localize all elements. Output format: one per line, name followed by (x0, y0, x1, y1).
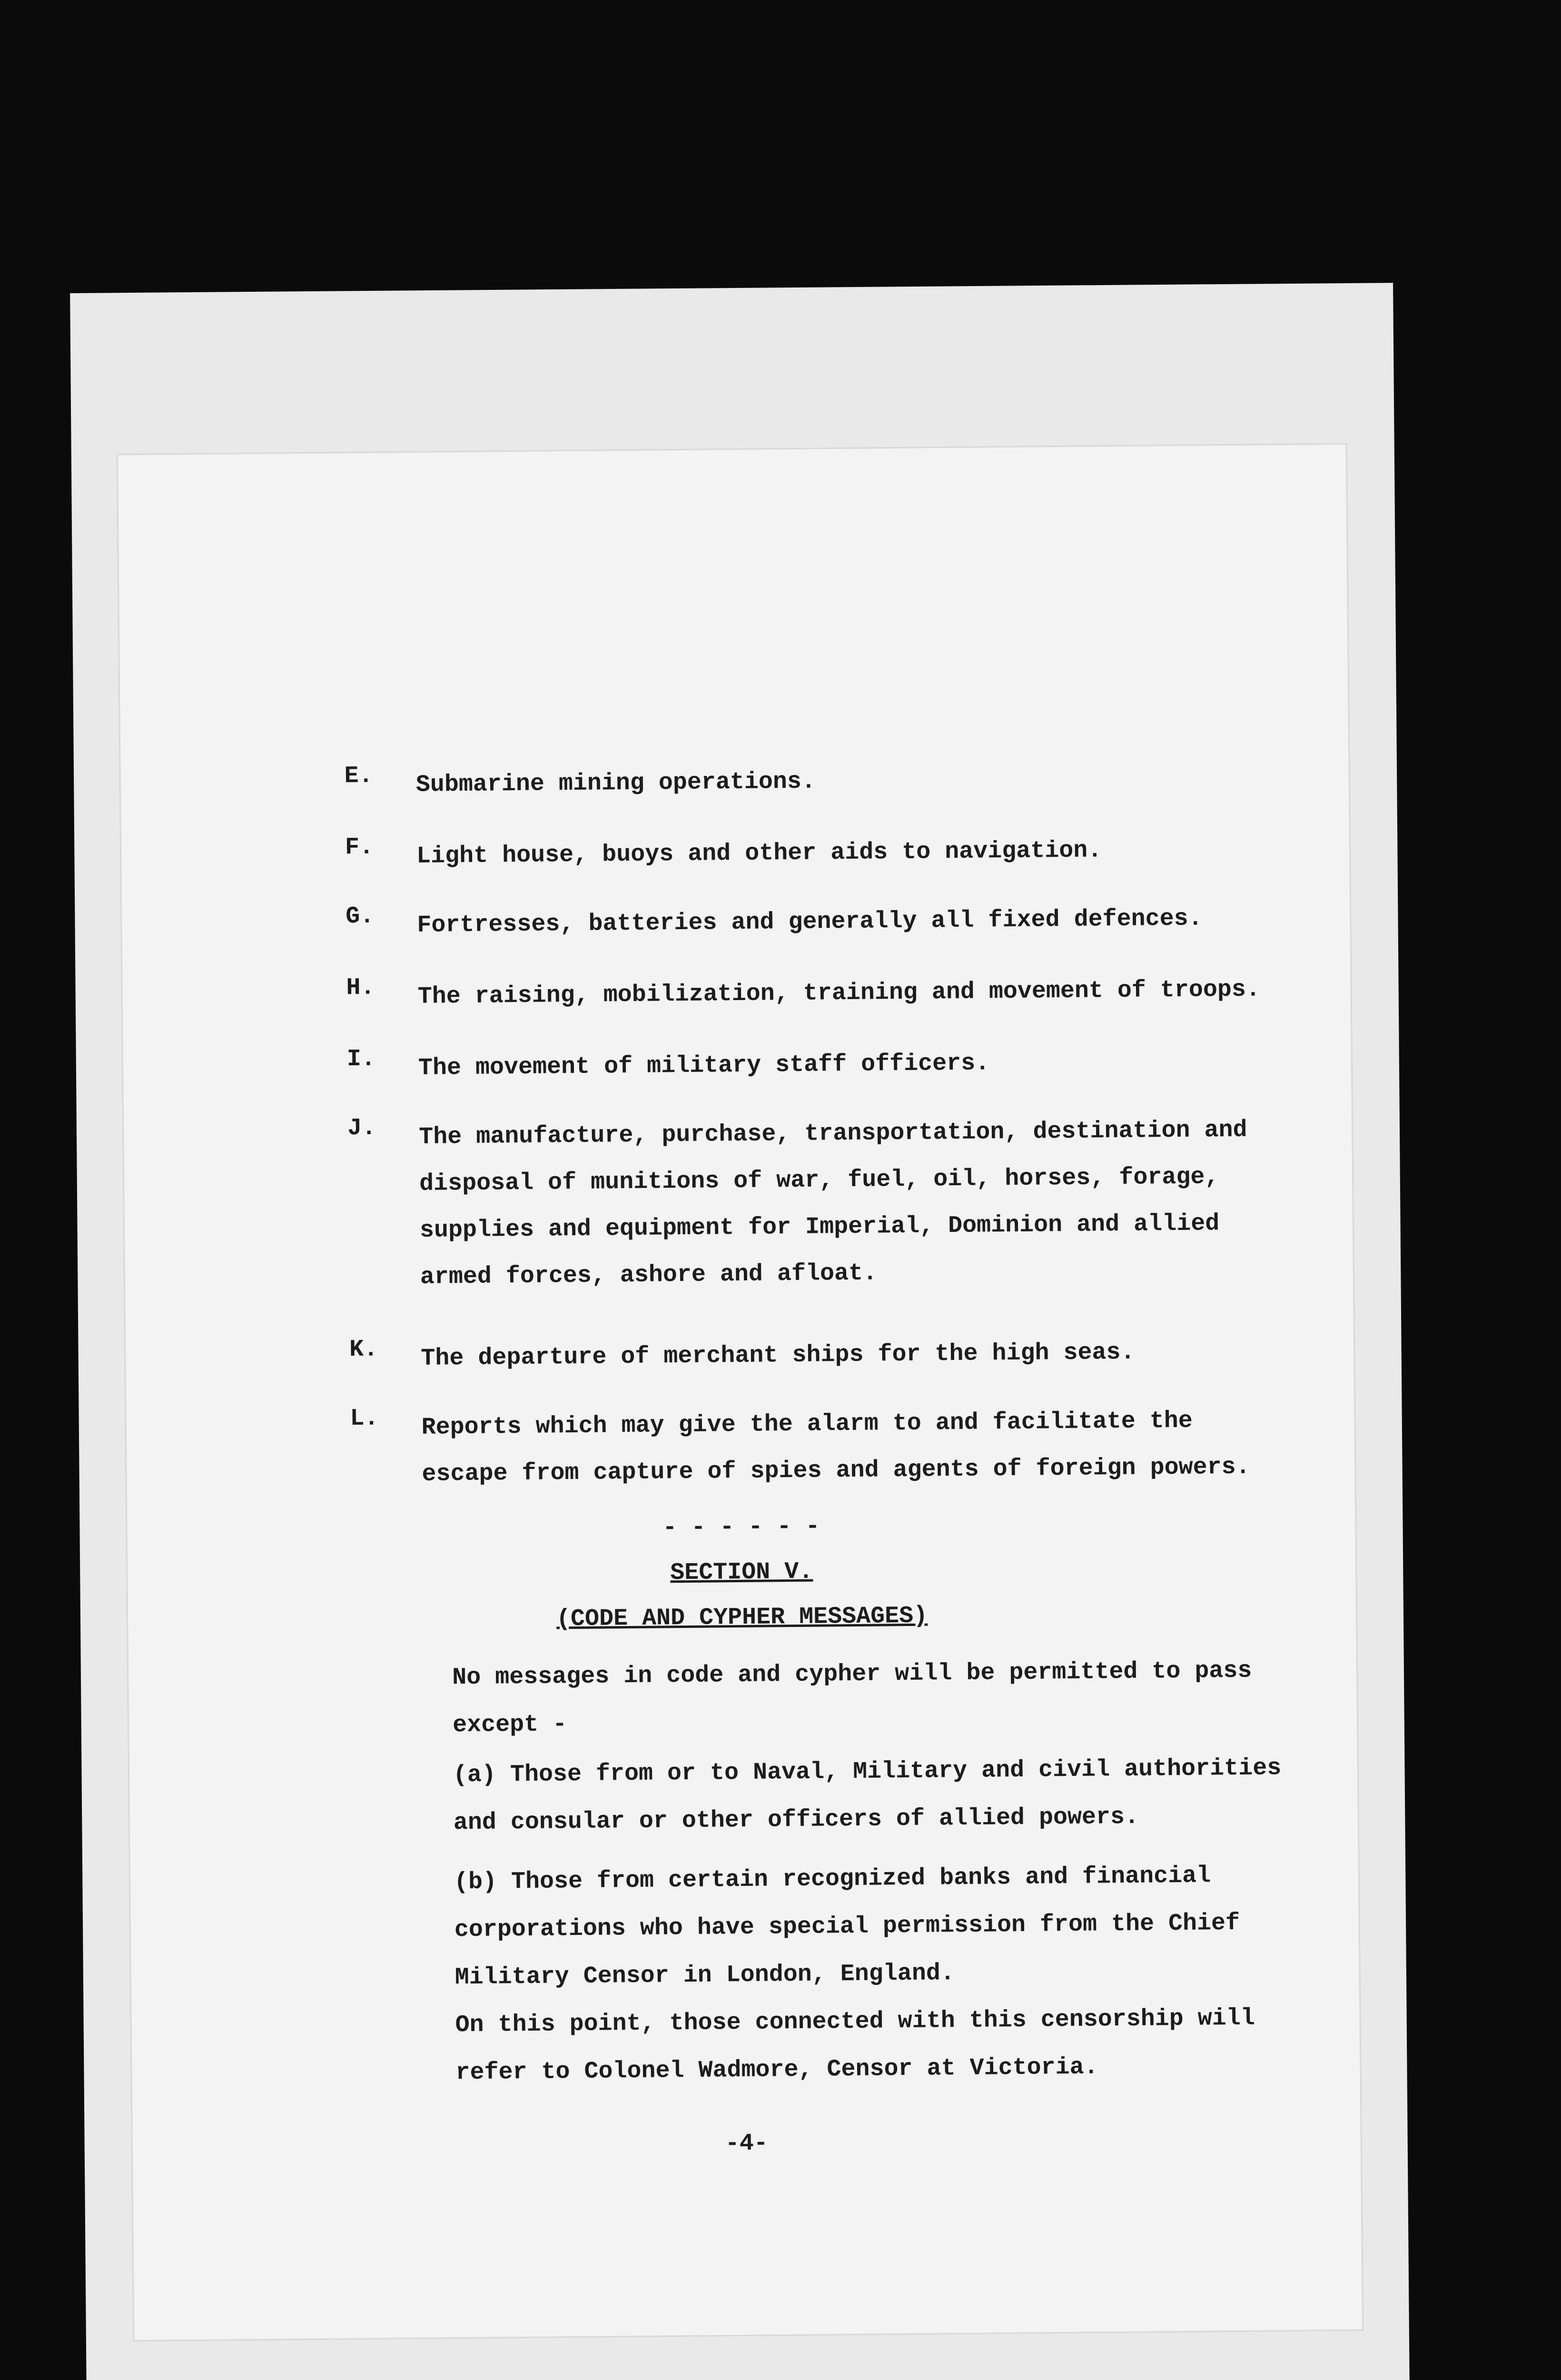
list-item-i (346, 1038, 1280, 1082)
clause-b: (b) Those from certain recognized banks and financial corporations who have special permission from the Chief Military Censor in London, England. (454, 1862, 1240, 1992)
list-item-f (345, 826, 1278, 870)
intro-paragraph: No messages in code and cypher will be permitted to pass except - (452, 1657, 1252, 1739)
item-letter: H. (346, 974, 375, 1002)
item-letter: E. (344, 762, 373, 790)
list-item-l (350, 1397, 1283, 1488)
item-letter: F. (345, 833, 374, 862)
item-letter: L. (350, 1405, 379, 1433)
item-letter: G. (345, 902, 375, 931)
typed-page (118, 445, 1362, 2340)
item-text: Submarine mining operations. (415, 768, 816, 799)
item-letter: I. (346, 1045, 376, 1073)
item-text: Light house, buoys and other aids to navigation. (416, 837, 1102, 870)
list-item-k (349, 1328, 1282, 1372)
item-letter: K. (349, 1336, 378, 1364)
item-text: The departure of merchant ships for the high seas. (421, 1339, 1135, 1372)
list-item-h (346, 966, 1279, 1011)
section-subtitle: (CODE AND CYPHER MESSAGES) (556, 1602, 928, 1633)
section-title: SECTION V. (670, 1558, 813, 1587)
item-text: The movement of military staff officers. (418, 1050, 990, 1082)
page-number: -4- (725, 2130, 769, 2158)
item-letter: J. (347, 1114, 376, 1142)
list-item-e (344, 754, 1277, 799)
closing-paragraph: On this point, those connected with this censorship will refer to Colonel Wadmore, Censor at Victoria. (455, 2004, 1255, 2087)
divider: - - - - - - (662, 1513, 820, 1542)
list-item-j (347, 1107, 1280, 1291)
list-item-g (345, 895, 1278, 939)
item-text: The manufacture, purchase, transportation, destination and disposal of munitions of war, fuel, oil, horses, forage, supplies and equipment for Imperial, Dominion and allied armed forces, ashore and afloat. (419, 1116, 1247, 1291)
page-text (118, 445, 1362, 2340)
item-text: Reports which may give the alarm to and facilitate the escape from capture of spies and agents of foreign powers. (421, 1407, 1250, 1488)
item-text: The raising, mobilization, training and movement of troops. (417, 976, 1261, 1011)
item-text: Fortresses, batteries and generally all fixed defences. (417, 905, 1203, 939)
clause-a: (a) Those from or to Naval, Military and civil authorities and consular or other officers of allied powers. (453, 1755, 1282, 1837)
